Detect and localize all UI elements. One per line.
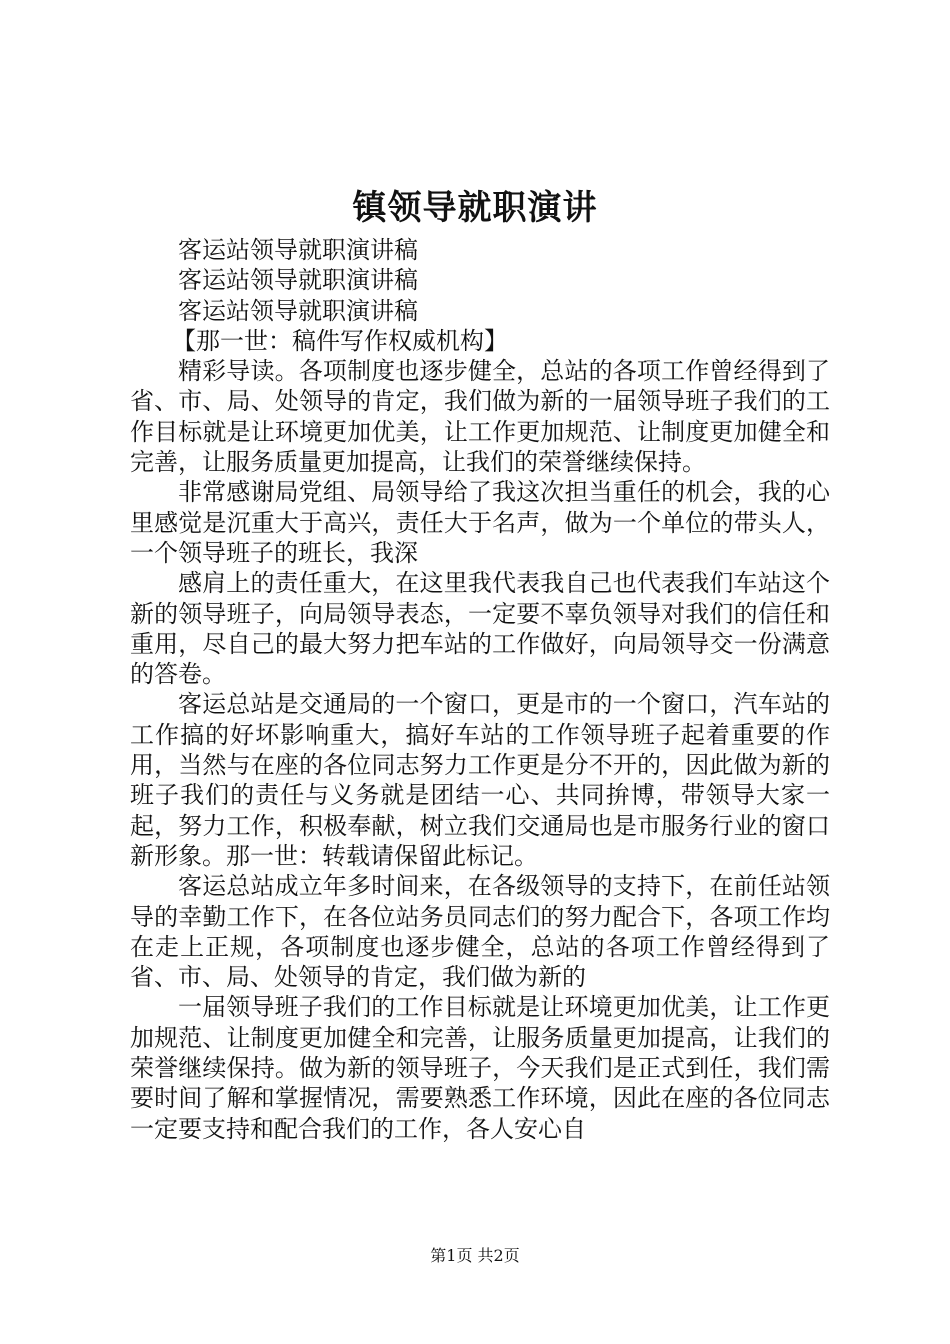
paragraph-station-window: 客运总站是交通局的一个窗口，更是市的一个窗口，汽车站的工作搞的好坏影响重大，搞好车站的工作领导班子起着重要的作用，当然与在座的各位同志努力工作更是分不开的，因此做为新的班子我们的责任与义务就是团结一心、共同拚博，带领导大家一起，努力工作，积极奉献，树立我们交通局也是市服务行业的窗口新形象。那一世：转载请保留此标记。 (130, 690, 830, 870)
paragraph-subtitle-3: 客运站领导就职演讲稿 (178, 296, 418, 325)
paragraph-subtitle-1: 客运站领导就职演讲稿 (178, 236, 418, 264)
paragraph-source-note: 【那一世：稿件写作权威机构】 (172, 326, 508, 355)
paragraph-work-goals: 一届领导班子我们的工作目标就是让环境更加优美，让工作更加规范、让制度更加健全和完善，让服务质量更加提高，让我们的荣誉继续保持。做为新的领导班子，今天我们是正式到任，我们需要时间了解和掌握情况，需要熟悉工作环境，因此在座的各位同志一定要支持和配合我们的工作，各人安心自 (130, 993, 830, 1143)
document-title: 镇领导就职演讲 (352, 188, 598, 228)
page-number: 第1页 共2页 (430, 1246, 520, 1265)
paragraph-subtitle-2: 客运站领导就职演讲稿 (178, 266, 418, 295)
paragraph-station-history: 客运总站成立年多时间来，在各级领导的支持下，在前任站领导的幸勤工作下，在各位站务员同志们的努力配合下，各项工作均在走上正规，各项制度也逐步健全，总站的各项工作曾经得到了省、市、局、处领导的肯定，我们做为新的 (130, 872, 830, 992)
document-body (130, 235, 830, 1144)
paragraph-intro-summary: 精彩导读。各项制度也逐步健全，总站的各项工作曾经得到了省、市、局、处领导的肯定，我们做为新的一届领导班子我们的工作目标就是让环境更加优美，让工作更加规范、让制度更加健全和完善，让服务质量更加提高，让我们的荣誉继续保持。 (130, 357, 830, 477)
paragraph-responsibility: 感肩上的责任重大，在这里我代表我自己也代表我们车站这个新的领导班子，向局领导表态，一定要不辜负领导对我们的信任和重用，尽自己的最大努力把车站的工作做好，向局领导交一份满意的答卷。 (130, 569, 830, 689)
paragraph-thanks: 非常感谢局党组、局领导给了我这次担当重任的机会，我的心里感觉是沉重大于高兴，责任大于名声，做为一个单位的带头人，一个领导班子的班长，我深 (130, 478, 830, 567)
